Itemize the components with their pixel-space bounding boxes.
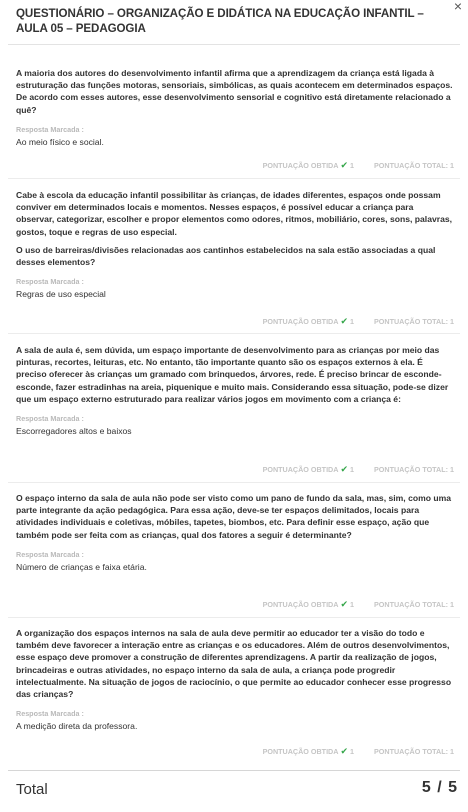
score-obtained-label: PONTUAÇÃO OBTIDA [262, 600, 339, 609]
score-obtained-value: 1 [350, 161, 354, 170]
selected-answer: A medição direta da professora. [16, 721, 138, 732]
selected-answer: Ao meio físico e social. [16, 136, 104, 147]
score-obtained-value: 1 [350, 747, 354, 756]
total-score: 5 / 5 [421, 779, 458, 796]
score-total-label: PONTUAÇÃO TOTAL: [374, 317, 448, 326]
question-item [16, 344, 454, 437]
question-item [16, 492, 454, 573]
selected-answer: Regras de uso especial [16, 289, 106, 300]
score-row [263, 746, 454, 757]
question-paragraph: A maioria dos autores do desenvolvimento infantil afirma que a aprendizagem da criança está ligada à estruturação das funções motoras, sensoriais, simbólicas, as quais acontecem em determinados espaços. De acordo com esses autores, esse desenvolvimento sensorial e cognitivo está diretamente relacionado a quê? [16, 68, 453, 115]
check-icon: ✔ [340, 464, 348, 474]
score-obtained-value: 1 [350, 600, 354, 609]
score-total-value: 1 [450, 465, 454, 474]
selected-answer: Escorregadores altos e baixos [16, 426, 132, 437]
score-row [263, 464, 454, 475]
footer-divider [8, 770, 460, 771]
score-obtained-label: PONTUAÇÃO OBTIDA [262, 747, 339, 756]
score-total-value: 1 [450, 317, 454, 326]
header-divider [8, 44, 460, 45]
question-divider [8, 333, 460, 334]
page-title: QUESTIONÁRIO – ORGANIZAÇÃO E DIDÁTICA NA EDUCAÇÃO INFANTIL – AULA 05 – PEDAGOGIA [16, 7, 424, 35]
answer-label: Resposta Marcada : [16, 277, 84, 287]
question-paragraph: Cabe à escola da educação infantil possibilitar às crianças, de idades diferentes, espaços onde possam conviver em determinados locais e momentos. Nesses espaços, é possível educar a criança para observar, categorizar, escolher e propor elementos como odores, ritmos, mobiliário, cores, sons, palavras, gostos, toque e regras de uso especial. [16, 190, 453, 237]
score-row [263, 160, 454, 171]
question-divider [8, 178, 460, 179]
question-text [16, 67, 454, 116]
selected-answer: Número de crianças e faixa etária. [16, 561, 147, 572]
answer-label: Resposta Marcada : [16, 709, 84, 719]
question-paragraph: O uso de barreiras/divisões relacionadas aos cantinhos estabelecidos na sala estão associadas a qual desses elementos? [16, 244, 436, 268]
question-divider [8, 482, 460, 483]
score-row [263, 316, 454, 327]
answer-label: Resposta Marcada : [16, 414, 84, 424]
score-obtained-label: PONTUAÇÃO OBTIDA [262, 317, 339, 326]
question-text [16, 492, 454, 541]
question-item [16, 189, 454, 300]
question-text [16, 627, 454, 700]
question-paragraph: A organização dos espaços internos na sala de aula deve permitir ao educador ter a visão do todo e também deve favorecer a interação entre as crianças e os educadores. Além de outros desenvolvimentos, esse espaço deve promover a construção de diferentes aprendizagens. A partir da realização de jogos, brincadeiras e outras atividades, no espaço interno da sala de aula, a criança pode progredir intelectualmente. Na situação de jogos de raciocínio, o que permite ao educador conhecer esse progresso das crianças? [16, 628, 452, 700]
check-icon: ✔ [340, 160, 348, 170]
check-icon: ✔ [340, 316, 348, 326]
question-item [16, 627, 454, 732]
score-total-value: 1 [450, 600, 454, 609]
check-icon: ✔ [340, 599, 348, 609]
answer-label: Resposta Marcada : [16, 124, 84, 134]
answer-label: Resposta Marcada : [16, 549, 84, 559]
question-divider [8, 617, 460, 618]
score-total-value: 1 [450, 747, 454, 756]
score-row [263, 599, 454, 610]
score-obtained-label: PONTUAÇÃO OBTIDA [262, 465, 339, 474]
check-icon: ✔ [340, 746, 348, 756]
score-obtained-value: 1 [350, 465, 354, 474]
score-total-label: PONTUAÇÃO TOTAL: [374, 161, 448, 170]
score-total-label: PONTUAÇÃO TOTAL: [374, 747, 448, 756]
total-label: Total [16, 781, 48, 798]
close-icon[interactable]: × [453, 0, 462, 14]
question-item [16, 67, 454, 148]
score-obtained-label: PONTUAÇÃO OBTIDA [262, 161, 339, 170]
question-text [16, 189, 454, 268]
score-obtained-value: 1 [350, 317, 354, 326]
question-text [16, 344, 454, 405]
question-paragraph: A sala de aula é, sem dúvida, um espaço importante de desenvolvimento para as crianças por meio das pinturas, recortes, leituras, etc. No entanto, tão importante quanto são os espaços externos à ela. É preciso oferecer às crianças um gramado com brinquedos, árvores, rede. É preciso brincar de esconde-esconde, fazer estradinhas na areia, piquenique e muito mais. Considerando essa situação, pode-se dizer que um espaço externo estruturado para realizar vários jogos em movimento com a criança é: [16, 345, 449, 404]
score-total-value: 1 [450, 161, 454, 170]
score-total-label: PONTUAÇÃO TOTAL: [374, 600, 448, 609]
score-total-label: PONTUAÇÃO TOTAL: [374, 465, 448, 474]
question-paragraph: O espaço interno da sala de aula não pode ser visto como um pano de fundo da sala, mas, sim, como uma parte integrante da ação pedagógica. Para essa ação, deve-se ter espaços delimitados, locais para atividades individuais e coletivas, móbiles, tapetes, biombos, etc. Para definir esse espaço, ação que também pode ser feita com as crianças, qual dos fatores a seguir é determinante? [16, 493, 452, 540]
